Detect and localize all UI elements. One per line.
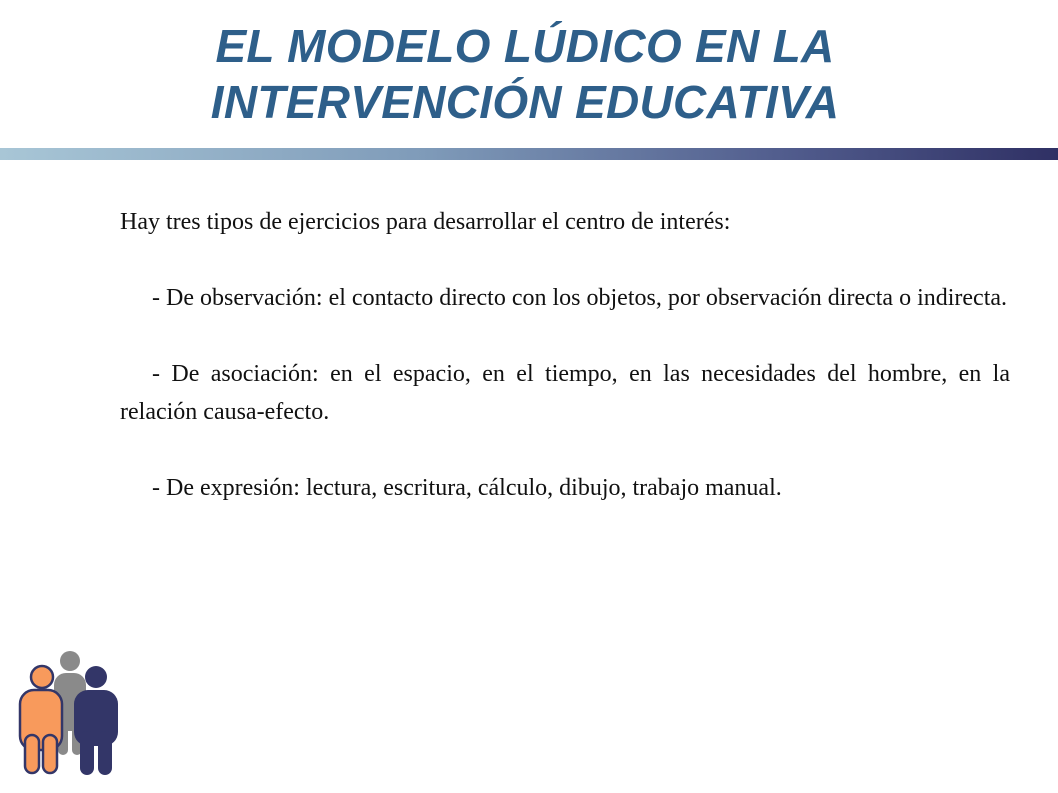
title-divider (0, 148, 1058, 160)
people-group-icon (14, 647, 120, 777)
item-expression: - De expresión: lectura, escritura, cálculo, dibujo, trabajo manual. (152, 475, 782, 501)
item-association: - De asociación: en el espacio, en el tiempo, en las necesidades del hombre, en la relación causa-efecto. (120, 361, 1010, 425)
title-line-2: INTERVENCIÓN EDUCATIVA (210, 76, 840, 128)
slide-body (120, 203, 1010, 507)
slide-title (60, 18, 990, 130)
title-line-1: EL MODELO LÚDICO EN LA (215, 20, 835, 72)
intro-paragraph: Hay tres tipos de ejercicios para desarrollar el centro de interés: (120, 209, 731, 235)
item-observation: - De observación: el contacto directo con los objetos, por observación directa o indirecta. (152, 285, 1008, 311)
